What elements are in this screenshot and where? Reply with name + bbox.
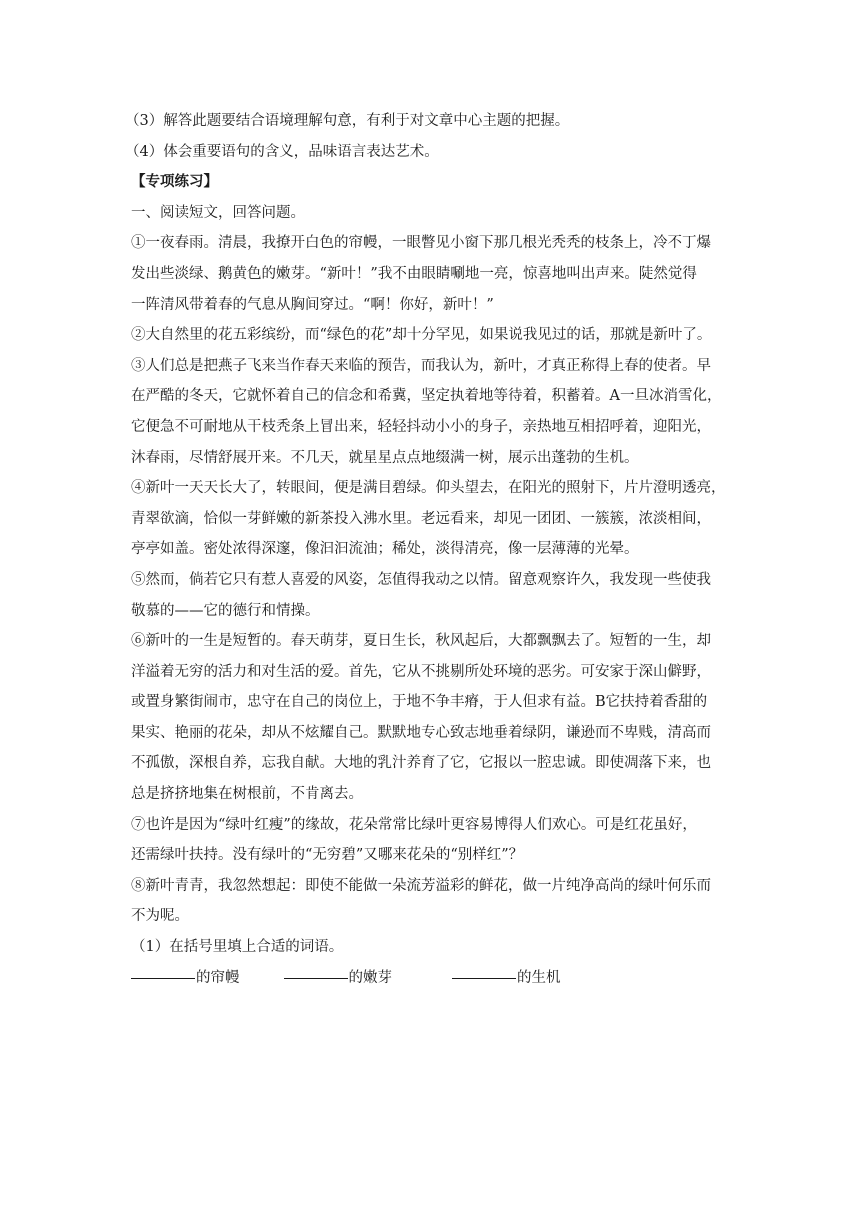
- fill-blank-item: [284, 963, 393, 994]
- answer-blank[interactable]: [131, 977, 195, 979]
- paragraph-line: 洋溢着无穷的活力和对生活的爱。首先，它从不挑剔所处环境的恶劣。可安家于深山僻野，: [131, 663, 711, 680]
- fill-blank-item: [131, 963, 240, 994]
- answer-blank[interactable]: [452, 977, 516, 979]
- blank-suffix: 的嫩芽: [348, 969, 392, 986]
- blank-suffix: 的生机: [517, 969, 561, 986]
- paragraph-3: [131, 351, 731, 473]
- paragraph-line: 不孤傲，深根自养，忘我自献。大地的乳汁养育了它，它报以一腔忠诚。即使凋落下来，也: [131, 755, 711, 772]
- note-3: （3）解答此题要结合语境理解句意，有利于对文章中心主题的把握。: [125, 113, 570, 129]
- task-instruction: 一、阅读短文，回答问题。: [131, 204, 305, 221]
- passage: [131, 228, 731, 932]
- fill-blank-item: [452, 963, 561, 994]
- paragraph-line: ⑧新叶青青，我忽然想起：即使不能做一朵流芳溢彩的鲜花，做一片纯净高尚的绿叶何乐而: [131, 877, 711, 894]
- paragraph-6: [131, 626, 731, 810]
- question-1-prompt: （1）在括号里填上合适的词语。: [131, 939, 344, 956]
- paragraph-line: ⑤然而，倘若它只有惹人喜爱的风姿，怎值得我动之以情。留意观察许久，我发现一些使我: [131, 571, 711, 588]
- paragraph-line: 它便急不可耐地从干枝秃条上冒出来，轻轻抖动小小的身子，亲热地互相招呼着，迎阳光，: [131, 418, 711, 435]
- paragraph-line: ④新叶一天天长大了，转眼间，便是满目碧绿。仰头望去，在阳光的照射下，片片澄明透亮，: [131, 480, 726, 497]
- paragraph-line: 在严酷的冬天，它就怀着自己的信念和希冀，坚定执着地等待着，积蓄着。A一旦冰消雪化，: [131, 388, 722, 405]
- paragraph-line: 沐春雨，尽情舒展开来。不几天，就星星点点地缀满一树，展示出蓬勃的生机。: [131, 449, 639, 466]
- paragraph-line: ②大自然里的花五彩缤纷，而“绿色的花”却十分罕见，如果说我见过的话，那就是新叶了。: [131, 327, 712, 344]
- paragraph-line: ①一夜春雨。清晨，我撩开白色的帘幔，一眼瞥见小窗下那几根光秃秃的枝条上，冷不丁爆: [131, 235, 711, 252]
- paragraph-line: 或置身繁街闹市，忠守在自己的岗位上，于地不争丰瘠，于人但求有益。B它扶持着香甜的: [131, 694, 708, 711]
- paragraph-line: 青翠欲滴，恰似一芽鲜嫩的新茶投入沸水里。老远看来，却见一团团、一簇簇，浓淡相间，: [131, 510, 711, 527]
- answer-blank[interactable]: [284, 977, 348, 979]
- blank-suffix: 的帘幔: [196, 969, 240, 986]
- paragraph-line: 一阵清风带着春的气息从胸间穿过。“啊！你好，新叶！”: [131, 296, 494, 313]
- paragraph-1: [131, 228, 731, 320]
- paragraph-line: 果实、艳丽的花朵，却从不炫耀自己。默默地专心致志地垂着绿阴，谦逊而不卑贱，清高而: [131, 724, 711, 741]
- note-4: （4）体会重要语句的含义，品味语言表达艺术。: [125, 143, 439, 160]
- paragraph-line: 还需绿叶扶持。没有绿叶的“无穷碧”又哪来花朵的“别样红”？: [131, 847, 524, 864]
- paragraph-5: [131, 565, 731, 626]
- paragraph-line: 亭亭如盖。密处浓得深邃，像汩汩流油；稀处，淡得清亮，像一层薄薄的光晕。: [131, 541, 639, 558]
- paragraph-2: [131, 320, 731, 351]
- paragraph-8: [131, 871, 731, 932]
- fill-in-blank-row: [131, 963, 731, 994]
- paragraph-7: [131, 810, 731, 871]
- paragraph-line: 发出些淡绿、鹅黄色的嫩芽。“新叶！”我不由眼睛唰地一亮，惊喜地叫出声来。陡然觉得: [131, 265, 697, 282]
- paragraph-line: 敬慕的——它的德行和情操。: [131, 602, 320, 619]
- paragraph-line: ⑥新叶的一生是短暂的。春天萌芽，夏日生长，秋风起后，大都飘飘去了。短暂的一生，却: [131, 633, 711, 650]
- document-page: [125, 0, 731, 993]
- paragraph-line: ③人们总是把燕子飞来当作春天来临的预告，而我认为，新叶，才真正称得上春的使者。早: [131, 357, 711, 374]
- section-heading: 【专项练习】: [131, 173, 218, 191]
- paragraph-line: ⑦也许是因为“绿叶红瘦”的缘故，花朵常常比绿叶更容易博得人们欢心。可是红花虽好，: [131, 816, 697, 833]
- paragraph-line: 总是挤挤地集在树根前，不肯离去。: [131, 786, 363, 803]
- paragraph-4: [131, 473, 731, 565]
- paragraph-line: 不为呢。: [131, 908, 189, 925]
